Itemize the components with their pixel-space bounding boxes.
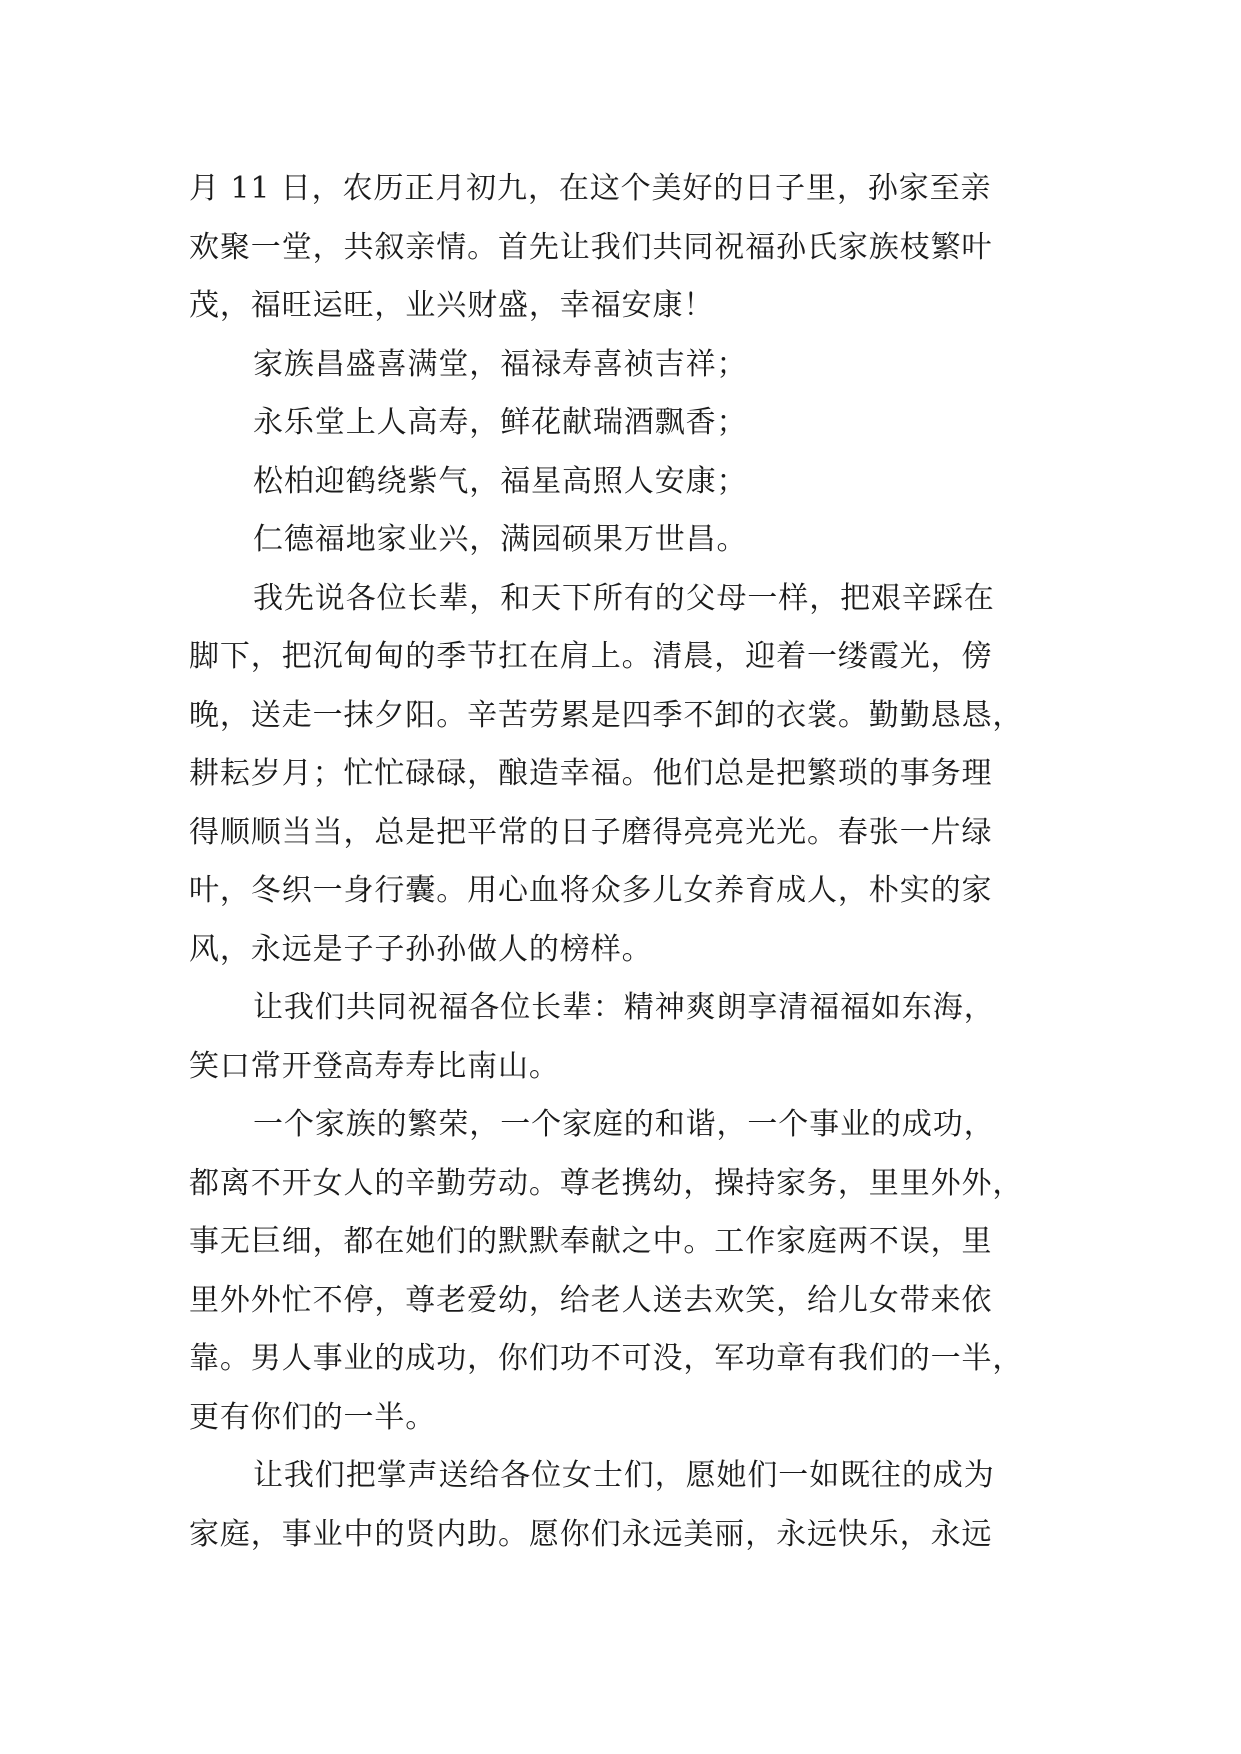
text-line: 事无巨细，都在她们的默默奉献之中。工作家庭两不误，里 [189, 1224, 993, 1259]
text-line: 风，永远是子子孙孙做人的榜样。 [189, 931, 653, 967]
text-line: 我先说各位长辈，和天下所有的父母一样，把艰辛踩在 [253, 580, 995, 616]
text-line: 茂，福旺运旺，业兴财盛，幸福安康！ [189, 288, 715, 323]
text-line: 里外外忙不停，尊老爱幼，给老人送去欢笑，给儿女带来依 [189, 1282, 993, 1318]
text-line: 欢聚一堂，共叙亲情。首先让我们共同祝福孙氏家族枝繁叶 [189, 229, 993, 265]
text-line: 笑口常开登高寿寿比南山。 [189, 1048, 560, 1084]
text-line: 得顺顺当当，总是把平常的日子磨得亮亮光光。春张一片绿 [189, 814, 993, 850]
text-line: 耕耘岁月；忙忙碌碌，酿造幸福。他们总是把繁琐的事务理 [189, 756, 993, 791]
text-line: 永乐堂上人高寿，鲜花献瑞酒飘香； [253, 405, 748, 440]
text-line: 晚，送走一抹夕阳。辛苦劳累是四季不卸的衣裳。勤勤恳恳， [189, 697, 1024, 733]
text-line: 让我们共同祝福各位长辈：精神爽朗享清福福如东海， [253, 990, 995, 1025]
text-line: 靠。男人事业的成功，你们功不可没，军功章有我们的一半， [189, 1341, 1024, 1376]
text-line: 脚下，把沉甸甸的季节扛在肩上。清晨，迎着一缕霞光，傍 [189, 639, 993, 674]
text-line: 让我们把掌声送给各位女士们，愿她们一如既往的成为 [253, 1458, 995, 1493]
text-line: 家族昌盛喜满堂，福禄寿喜祯吉祥； [253, 346, 748, 382]
text-line: 叶，冬织一身行囊。用心血将众多儿女养育成人，朴实的家 [189, 873, 993, 908]
text-line: 一个家族的繁荣，一个家庭的和谐，一个事业的成功， [253, 1107, 995, 1142]
text-line: 都离不开女人的辛勤劳动。尊老携幼，操持家务，里里外外， [189, 1165, 1024, 1201]
text-line: 更有你们的一半。 [189, 1399, 437, 1435]
text-line: 松柏迎鹤绕紫气，福星高照人安康； [253, 463, 748, 499]
text-line: 仁德福地家业兴，满园硕果万世昌。 [253, 522, 748, 557]
text-line: 家庭，事业中的贤内助。愿你们永远美丽，永远快乐，永远 [189, 1516, 993, 1552]
text-line: 月 11 日，农历正月初九，在这个美好的日子里，孙家至亲 [189, 171, 992, 206]
document-page [189, 160, 1069, 1564]
